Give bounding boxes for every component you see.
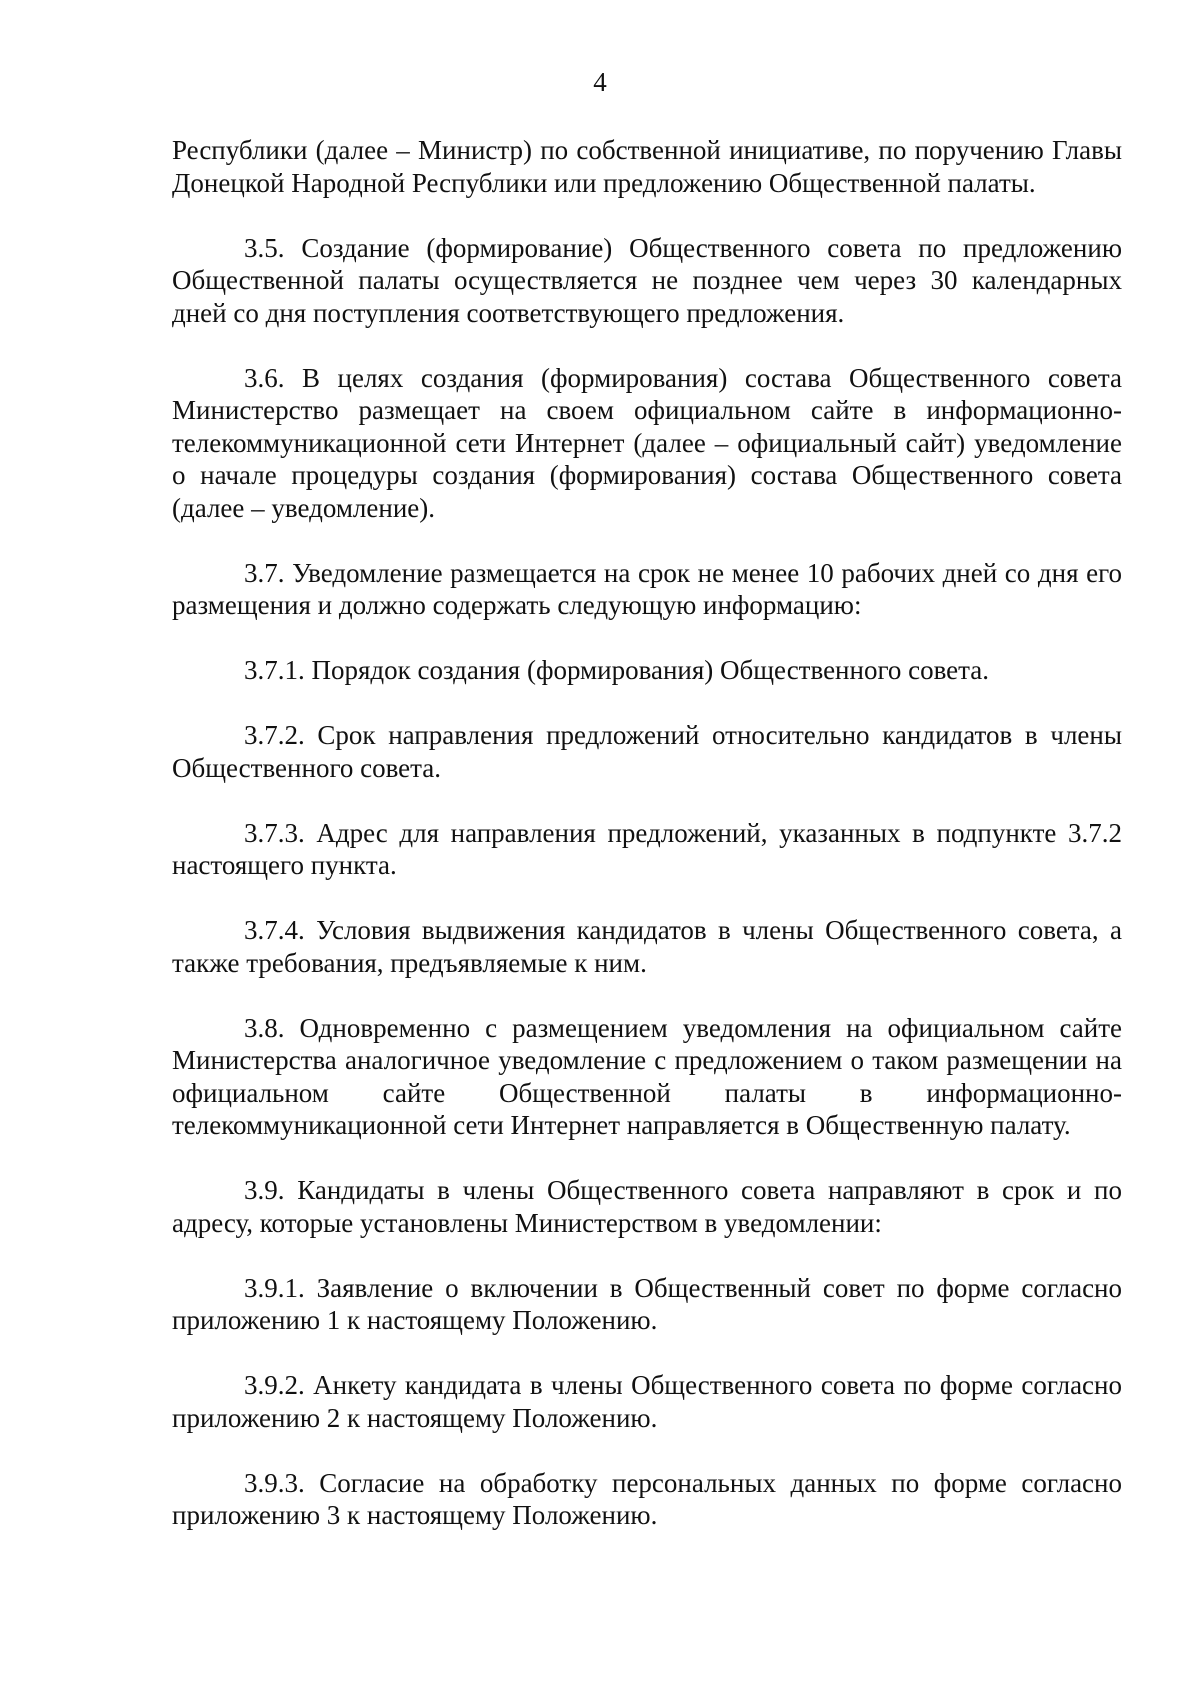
paragraph-3-7-1: 3.7.1. Порядок создания (формирования) Общественного совета. xyxy=(244,655,990,685)
paragraph-3-7-4: 3.7.4. Условия выдвижения кандидатов в члены Общественного совета, а также требования, предъявляемые к ним. xyxy=(172,915,1122,978)
document-body xyxy=(172,134,1122,1564)
paragraph-3-6: 3.6. В целях создания (формирования) состава Общественного совета Министерство размещает на своем официальном сайте в информационно-телекоммуникационной сети Интернет (далее – официальный сайт) уведомление о начале процедуры создания (формирования) состава Общественного совета (далее – уведомление). xyxy=(172,362,1122,523)
paragraph-3-9: 3.9. Кандидаты в члены Общественного совета направляют в срок и по адресу, которые установлены Министерством в уведомлении: xyxy=(172,1175,1122,1238)
paragraph-3-8: 3.8. Одновременно с размещением уведомления на официальном сайте Министерства аналогичное уведомление с предложением о таком размещении на официальном сайте Общественной палаты в информационно-телекоммуникационной сети Интернет направляется в Общественную палату. xyxy=(172,1012,1122,1140)
page-number: 4 xyxy=(593,67,607,97)
paragraph-continuation: Республики (далее – Министр) по собственной инициативе, по поручению Главы Донецкой Народной Республики или предложению Общественной палаты. xyxy=(172,135,1122,198)
paragraph-3-7-3: 3.7.3. Адрес для направления предложений, указанных в подпункте 3.7.2 настоящего пункта. xyxy=(172,817,1122,880)
paragraph-3-9-3: 3.9.3. Согласие на обработку персональных данных по форме согласно приложению 3 к настоящему Положению. xyxy=(172,1467,1122,1530)
paragraph-3-7-2: 3.7.2. Срок направления предложений относительно кандидатов в члены Общественного совета. xyxy=(172,720,1122,783)
paragraph-3-7: 3.7. Уведомление размещается на срок не менее 10 рабочих дней со дня его размещения и должно содержать следующую информацию: xyxy=(172,557,1122,620)
paragraph-3-9-2: 3.9.2. Анкету кандидата в члены Общественного совета по форме согласно приложению 2 к настоящему Положению. xyxy=(172,1370,1122,1433)
paragraph-3-5: 3.5. Создание (формирование) Общественного совета по предложению Общественной палаты осуществляется не позднее чем через 30 календарных дней со дня поступления соответствующего предложения. xyxy=(172,232,1122,328)
paragraph-3-9-1: 3.9.1. Заявление о включении в Общественный совет по форме согласно приложению 1 к настоящему Положению. xyxy=(172,1272,1122,1335)
